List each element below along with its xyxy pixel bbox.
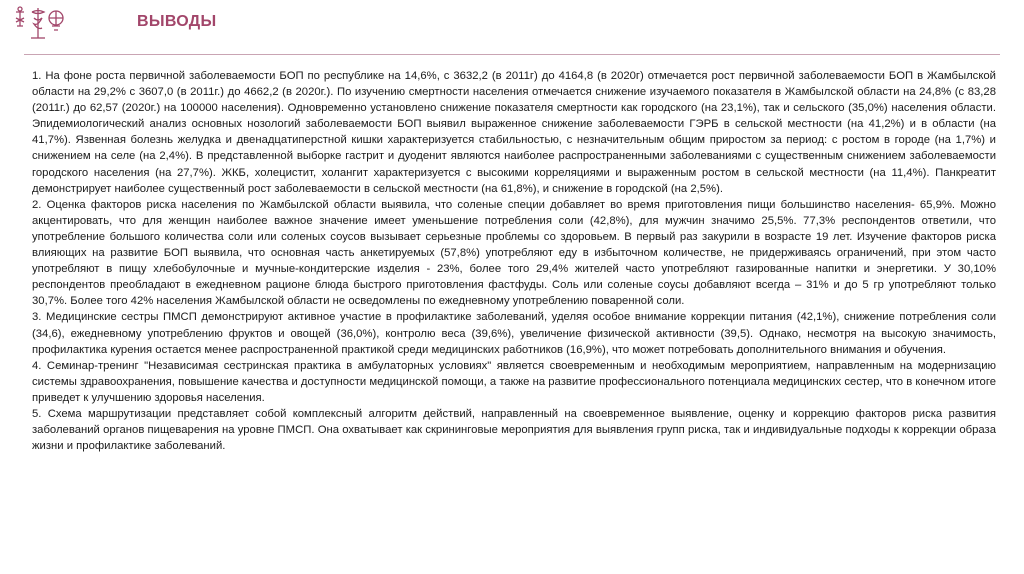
conclusion-paragraph-5: 5. Схема маршрутизации представляет собой комплексный алгоритм действий, направленный на своевременное выявление, оценку и коррекцию факторов риска развития заболеваний органов пищеварения на уровне ПМСП. Она охватывает как скрининговые мероприятия для выявления групп риска, так и индивидуальные подходы к коррекции образа жизни и профилактике заболеваний. — [32, 407, 996, 453]
caduceus-emblem-icon — [10, 4, 66, 44]
conclusion-paragraph-2: 2. Оценка факторов риска населения по Жамбылской области выявила, что соленые специи добавляет во время приготовления пищи большинство населения- 65,9%. Можно акцентировать, что для женщин наиболее важное значение имеет уменьшение потребления соли (42,8%), для мужчин значимо 25,5%. 77,3% респондентов ответили, что употребление большого количества соли или соленых соусов вызывает серьезные проблемы со здоровьем. В первый раз закурили в возрасте 19 лет. Изучение факторов риска влияющих на развитие БОП выявила, что основная часть анкетируемых (57,8%) употребляют еду в избыточном количестве, не придерживаясь ограничений, при этом часто употребляют в пищу хлебобулочные и мучные-кондитерские изделия - 23%, более того 29,4% жителей часто употребляют газированные напитки и энергетики. У 30,10% респондентов преобладают в ежедневном рационе блюда быстрого приготовления фастфуды. Соль или соленые соусы добавляют всегда – 31% и до 5 гр употребляют только 30,7%. Более того 42% населения Жамбылской области не осведомлены по ежедневному употреблению поваренной соли. — [32, 198, 996, 308]
header-divider — [24, 54, 1000, 55]
page-title: ВЫВОДЫ — [137, 13, 217, 30]
conclusion-paragraph-3: 3. Медицинские сестры ПМСП демонстрируют активное участие в профилактике заболеваний, уделяя особое внимание коррекции питания (42,1%), снижение потребления соли (34,6), ежедневному употреблению фруктов и овощей (36,0%), контролю веса (39,6%), увеличение физической активности (39,5). Однако, несмотря на высокую значимость, профилактика курения остается менее распространенной практикой среди медицинских работников (16,9%), что может потребовать дополнительного внимания и обучения. — [32, 311, 996, 356]
conclusions-text — [32, 68, 996, 454]
institution-logo — [10, 4, 66, 44]
conclusion-paragraph-1: 1. На фоне роста первичной заболеваемости БОП по республике на 14,6%, с 3632,2 (в 2011г) до 4164,8 (в 2020г) отмечается рост первичной заболеваемости БОП в Жамбылской области на 29,2% с 3607,0 (в 2011г.) до 4662,2 (в 2020г.). По изучению смертности населения отмечается снижение изучаемого показателя в Жамбылской области на 24,8% (с 83,28 (2011г.) до 62,57 (2020г.) на 100000 населения). Одновременно установлено снижение показателя смертности как городского (на 23,1%), так и сельского (35,0%) населения области. Эпидемиологический анализ основных нозологий заболеваемости БОП выявил выраженное снижение заболеваемости ГЭРБ в сельской местности (на 41,2%) и в области (на 41,7%). Язвенная болезнь желудка и двенадцатиперстной кишки характеризуется стабильностью, с незначительным общим приростом за период: с ростом в городе (на 1,7%) и снижением на селе (на 2,4%). В представленной выборке гастрит и дуоденит являются наиболее распространенными заболеваниями с существенным снижением заболеваемости городского населения (на 27,7%). ЖКБ, холецистит, холангит характеризуется с высокими корреляциями и выраженным ростом в сельской местности (на 11,4%). Панкреатит демонстрирует наиболее существенный рост заболеваемости в сельской местности (на 61,8%), и снижение в городской (на 2,5%). — [32, 70, 996, 195]
conclusion-paragraph-4: 4. Семинар-тренинг "Независимая сестринская практика в амбулаторных условиях" является своевременным и необходимым мероприятием, направленным на модернизацию системы здравоохранения, повышение качества и доступности медицинской помощи, а также на развитие профессионального потенциала медицинских сестер, что в конечном итоге приведет к улучшению здоровья населения. — [32, 359, 996, 404]
